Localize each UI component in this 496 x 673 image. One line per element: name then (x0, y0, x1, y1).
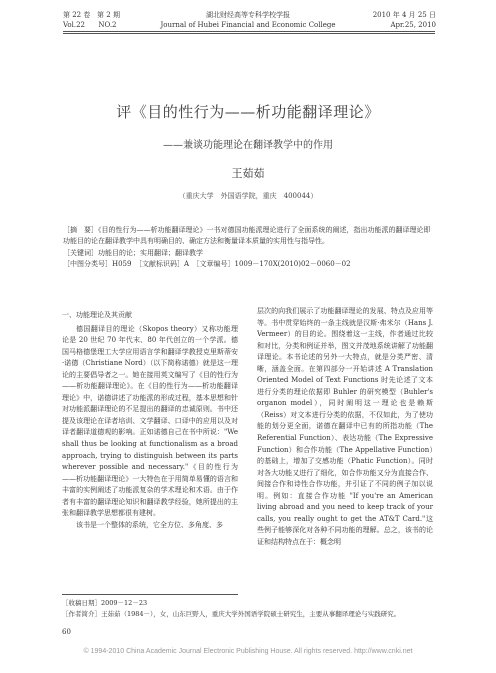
abstract-label: ［摘 要］ (63, 226, 98, 234)
abstract-text: 《目的性行为——析功能翻译理论》一书对德国功能派理论进行了全面系统的阐述，指出功能派的翻译理论即功能目的论在翻译教学中具有明确目的、确定方法和衡量译本质量的实用性与指导性。 (63, 226, 431, 246)
journal-name-en: Journal of Hubei Financial and Economic College (160, 21, 336, 29)
body-paragraph: 该书是一个整体的系统，它全方位、多角度、多 (76, 520, 223, 529)
issue-en: NO.2 (98, 21, 117, 29)
keywords: 功能目的论；实用翻译；翻译教学 (98, 248, 203, 257)
abstract (63, 225, 437, 270)
body-column-right (257, 306, 433, 548)
header-rule-bottom (63, 33, 435, 34)
article-author: 王茹茹 (231, 167, 265, 180)
volume-en: Vol.22 (63, 21, 85, 29)
classification-meta: ［中图分类号］H059 ［文献标识码］A ［文章编号］1009－170X(2010)02－0060－02 (63, 259, 351, 268)
page-number: 60 (62, 628, 71, 636)
footnote-rule (62, 594, 238, 595)
date-cn: 2010 年 4 月 25 日 (372, 11, 436, 19)
keywords-label: ［关键词］ (63, 248, 98, 257)
body-column-left (62, 306, 238, 531)
header-rule-top (63, 31, 435, 32)
journal-date (373, 10, 436, 30)
copyright-footer: © 1994-2010 China Academic Journal Electronic Publishing House. All rights reserved. http://www.cnki.net (83, 648, 413, 655)
section-heading: 一、功能理论及其贡献 (62, 311, 132, 319)
body-paragraph: 层次的向我们展示了功能翻译理论的发展、特点及应用等等。书中贯穿始终的一条主线就是汉斯·弗米尔（Hans J. Vermeer）的目的论。围绕着这一主线，作者通过比较和对比，分类和例证并举，图文并茂地系统讲解了功能翻译理论。本书论述的另外一大特点，就是分类严密、清晰，涵盖全面。在第四部分一开始讲述 A Translation Oriented Model of Text Functions 时先论述了文本进行分类的理论依据即 Buhler 的研究模型（Buhler's organon model），同时阐明这一理论也是赖斯（Reiss）对文本进行分类的依据，不仅如此，为了使功能的划分更全面，诺德在翻译中已有的所指功能（The Referential Function）、表达功能（The Expressive Function）和合作功能（The Appellative Function）的基础上，增加了交感功能（Phatic Function）。同时对各大功能又进行了细化，如合作功能又分为直接合作、间接合作和诗性合作功能，并引证了不同的例子加以说明。例如：直接合作功能 "If you're an American living abroad and you need to keep track of your calls, you really ought to get the AT&T Card."这些例子能够深化对各种不同功能的理解。总之，该书的论证和结构特点在于：概念明 (257, 307, 433, 546)
article-subtitle: ——兼谈功能理论在翻译教学中的作用 (163, 140, 333, 151)
article-title: 评《目的性行为——析功能翻译理论》 (116, 103, 380, 121)
footnote-author-bio: ［作者简介］王茹茹（1984－），女，山东巨野人，重庆大学外国语学院硕士研究生，主要从事翻译理论与实践研究。 (62, 610, 401, 618)
issue-cn: 第 2 期 (97, 11, 120, 19)
journal-name-cn: 湖北财经高等专科学校学报 (206, 11, 290, 19)
footnote-received: ［收稿日期］2009－12－23 (62, 599, 148, 607)
volume-cn: 第 22 卷 (63, 11, 91, 19)
body-paragraph: 德国翻译目的理论（Skopos theory）又称功能理论是 20 世纪 70 年代末、80 年代创立的一个学派。德国马格德堡理工大学应用语言学和翻译学教授克里斯蒂安·诺德（Christiane Nord）（以下简称诺德）就是这一理论的主要倡导者之一。她在接用英文编写了《目的性行为——析功能翻译理论》。在《目的性行为——析功能翻译理论》中，诺德讲述了功能派的形成过程，基本思想和针对功能派翻译理论的不足提出的翻译的忠诚原则。书中还提及该理论在译者培训、文学翻译、口译中的应用以及对译者翻译道德观的影响。正如诺德自己在书中所说："We shall thus be looking at functionalism as a broad approach, trying to distinguish between its parts wherever possible and necessary."《目的性行为——析功能翻译理论》一大特色在于用简单易懂的语言和丰富的实例阐述了功能派复杂的学术理论和术语。由于作者有丰富的翻译理论知识和翻译教学经验，她所提出的主张和翻译教学思想都很有建树。 (62, 324, 238, 518)
date-en: Apr.25, 2010 (390, 21, 436, 29)
author-affiliation: （重庆大学 外国语学院，重庆 400044） (178, 192, 318, 200)
